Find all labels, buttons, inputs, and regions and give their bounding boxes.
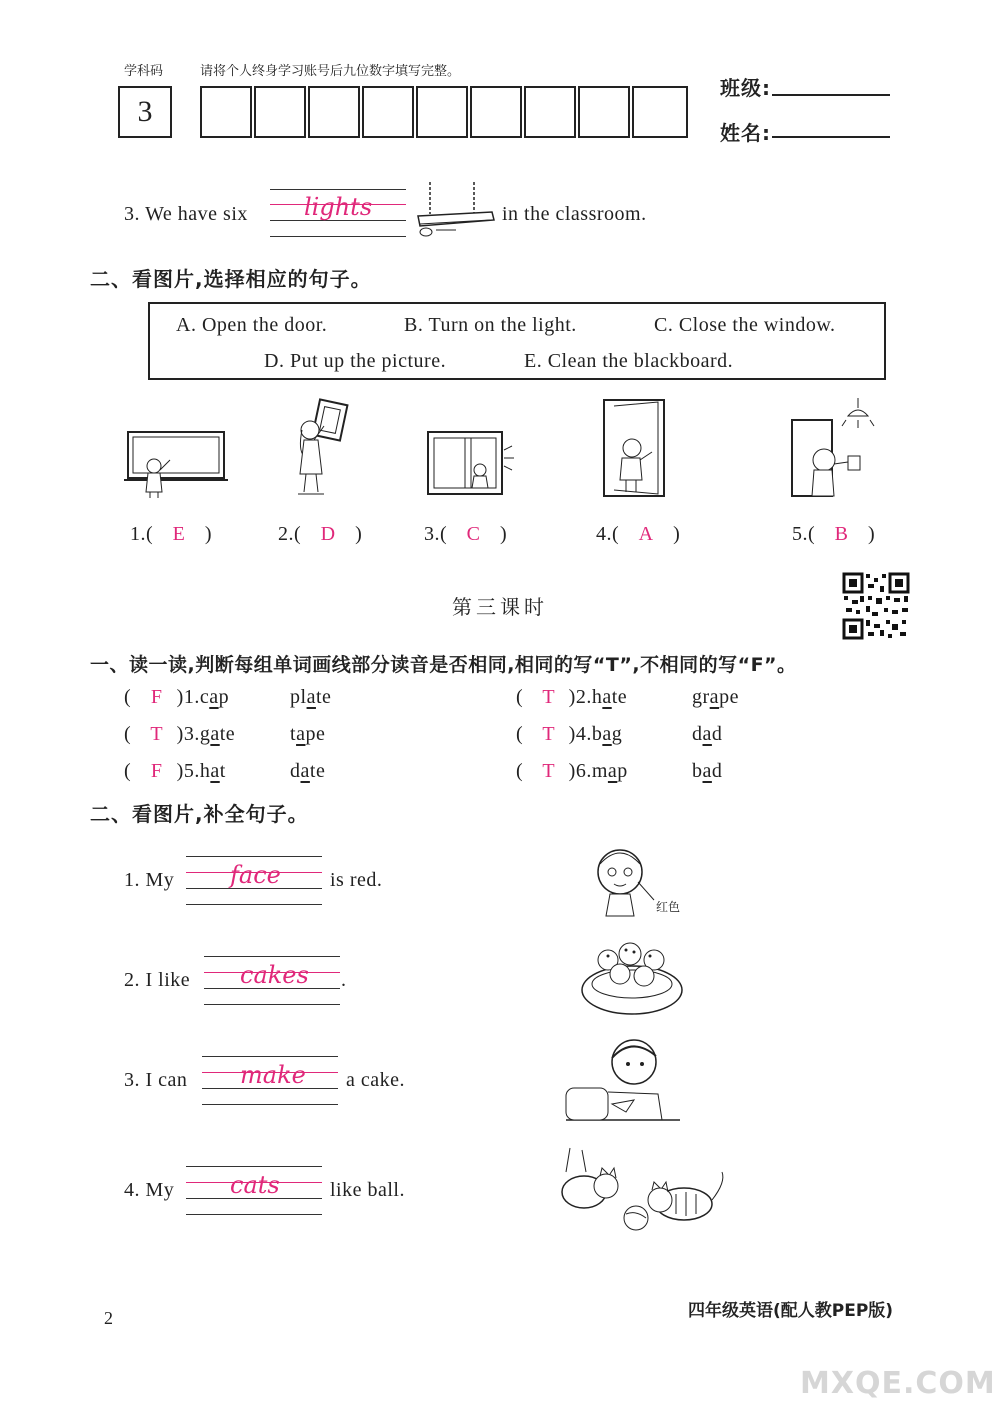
item3-answer: lights — [304, 193, 373, 221]
pair-row-6: ( T )6.map bad — [516, 760, 723, 782]
digit-box[interactable] — [416, 86, 468, 138]
item3-prefix: 3. We have six — [124, 203, 248, 225]
digit-box[interactable] — [254, 86, 306, 138]
subject-code-value: 3 — [137, 95, 153, 128]
account-instruction: 请将个人终身学习账号后九位数字填写完整。 — [200, 64, 461, 79]
put-up-picture-picture — [292, 400, 352, 498]
pair-answer-6: T — [542, 760, 556, 782]
pair-row-5: ( F )5.hat date — [124, 760, 326, 782]
option-d: D. Put up the picture. — [264, 350, 447, 372]
pair-answer-4: T — [542, 723, 556, 745]
red-color-note: 红色 — [656, 900, 681, 914]
choice-answer-4: A — [638, 523, 654, 545]
sentence2-suffix: . — [341, 969, 347, 991]
sentence2-answer: cakes — [240, 961, 309, 989]
digit-box[interactable] — [308, 86, 360, 138]
sentence4-prefix: 4. My — [124, 1179, 175, 1201]
options-box — [148, 302, 886, 380]
book-title: 四年级英语(配人教PEP版) — [688, 1301, 894, 1321]
digit-box[interactable] — [632, 86, 688, 138]
pair-row-4: ( T )4.bag dad — [516, 723, 723, 745]
choice-item-2: 2.( D ) — [278, 523, 363, 545]
choice-answer-5: B — [834, 523, 849, 545]
sentence3-prefix: 3. I can — [124, 1069, 188, 1091]
turn-on-light-picture — [786, 398, 886, 498]
sentence1-answer: face — [230, 861, 281, 889]
class-field[interactable] — [772, 94, 890, 96]
sentence1-prefix: 1. My — [124, 869, 175, 891]
cakes-picture — [578, 938, 688, 1022]
sentence3-answer: make — [240, 1061, 306, 1089]
subject-code-box — [118, 86, 172, 138]
pair-answer-1: F — [150, 686, 163, 708]
sentence4-answer: cats — [230, 1171, 280, 1199]
name-field[interactable] — [772, 136, 890, 138]
choice-answer-1: E — [172, 523, 186, 545]
choice-item-4: 4.( A ) — [596, 523, 681, 545]
subject-code-label: 学科码 — [124, 64, 164, 79]
item3-suffix: in the classroom. — [502, 203, 647, 225]
sentence1-suffix: is red. — [330, 869, 383, 891]
choice-item-5: 5.( B ) — [792, 523, 876, 545]
sentence3-suffix: a cake. — [346, 1069, 406, 1091]
page-number: 2 — [104, 1308, 113, 1328]
close-window-picture — [424, 428, 520, 498]
sentence4-suffix: like ball. — [330, 1179, 405, 1201]
boy-making-cake-picture — [562, 1034, 688, 1126]
lesson3-section1-heading: 一、读一读,判断每组单词画线部分读音是否相同,相同的写“T”,不相同的写“F”。 — [90, 654, 797, 676]
lesson3-section2-heading: 二、看图片,补全句子。 — [90, 802, 309, 826]
digit-box[interactable] — [470, 86, 522, 138]
choice-answer-3: C — [466, 523, 481, 545]
pair-row-2: ( T )2.hate grape — [516, 686, 739, 708]
cats-playing-ball-picture — [556, 1142, 732, 1242]
pair-answer-5: F — [150, 760, 163, 782]
option-e: E. Clean the blackboard. — [524, 350, 734, 372]
pair-row-1: ( F )1.cap plate — [124, 686, 332, 708]
sentence2-prefix: 2. I like — [124, 969, 191, 991]
pair-row-3: ( T )3.gate tape — [124, 723, 326, 745]
open-door-picture — [602, 398, 668, 498]
clean-blackboard-picture — [124, 428, 228, 500]
digit-box[interactable] — [362, 86, 414, 138]
choice-answer-2: D — [320, 523, 336, 545]
pair-answer-2: T — [542, 686, 556, 708]
qr-code-icon[interactable] — [842, 572, 910, 640]
option-a: A. Open the door. — [176, 314, 328, 336]
choice-item-3: 3.( C ) — [424, 523, 508, 545]
digit-box[interactable] — [524, 86, 576, 138]
option-c: C. Close the window. — [654, 314, 836, 336]
section2-heading: 二、看图片,选择相应的句子。 — [90, 267, 372, 291]
name-label: 姓名: — [720, 121, 771, 145]
watermark: MXQE.COM — [800, 1366, 996, 1401]
choice-item-1: 1.( E ) — [130, 523, 213, 545]
lesson-title: 第三课时 — [452, 595, 548, 619]
digit-box[interactable] — [200, 86, 252, 138]
pair-answer-3: T — [150, 723, 164, 745]
ceiling-light-icon — [416, 180, 496, 244]
class-label: 班级: — [720, 76, 771, 100]
option-b: B. Turn on the light. — [404, 314, 577, 336]
digit-box[interactable] — [578, 86, 630, 138]
